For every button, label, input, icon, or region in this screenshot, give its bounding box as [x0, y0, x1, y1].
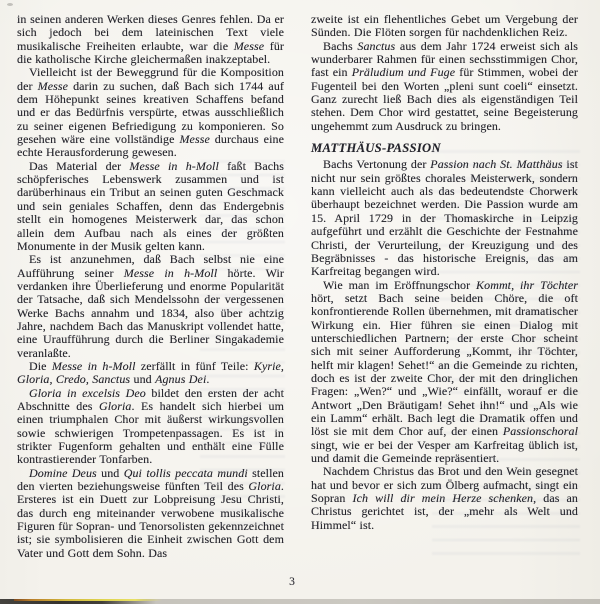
paragraph: Nachdem Christus das Brot und den Wein gesegnet hat und bevor er sich zum Ölberg aufmacht, singt ein Sopran Ich will dir mein Herze schenken, das an Christus gerichtet ist, der „mehr als Welt und Himmel“ ist.: [311, 464, 578, 532]
paragraph: Gloria in excelsis Deo bildet den ersten der acht Abschnitte des Gloria. Es handelt sich hierbei um einen triumphalen Chor mit äußerst wirkungsvollen sowie schwierigen Trompetenpassagen. Es ist in strikter Fugenform gehalten und enthält eine Fülle kontrastierender Tonfarben.: [17, 385, 285, 467]
paragraph: Bachs Sanctus aus dem Jahr 1724 erweist sich als wunderbarer Rahmen für einen sechsstimmigen Chor, fast ein Präludium und Fuge für Stimmen, wobei der Fugenteil bei den Worten „pleni sunt coeli“ einsetzt. Ganz zurecht ließ Bach dies als eigenständigen Teil stehen. Dem Chor wird gestattet, seine Begeisterung ungehemmt zum Ausdruck zu bringen.: [311, 38, 578, 133]
paragraph: Vielleicht ist der Beweggrund für die Komposition der Messe darin zu suchen, daß Bach sich 1744 auf dem Höhepunkt seines kreativen Schaffens befand und er das Bedürfnis verspürte, etwas ausschließlich zu seiner eigenen Befriedigung zu komponieren. So gesehen wäre eine vollständige Messe durchaus eine echte Herausforderung gewesen.: [17, 65, 284, 160]
page-edge-highlight: [14, 599, 162, 601]
scan-artifact-speck: [7, 3, 13, 6]
paragraph: Die Messe in h-Moll zerfällt in fünf Teile: Kyrie, Gloria, Credo, Sanctus und Agnus Dei.: [17, 358, 284, 387]
paragraph: Bachs Vertonung der Passion nach St. Matthäus ist nicht nur sein größtes chorales Meisterwerk, sondern kann vielleicht auch als das bedeutendste Chorwerk überhaupt bezeichnet werden. Die Passion wurde am 15. April 1729 in der Thomaskirche in Leipzig aufgeführt und erzählt die Geschichte der Festnahme Christi, der Verurteilung, der Kreuzigung und des Begräbnisses - das historische Ereignis, das am Karfreitag begangen wird.: [311, 157, 578, 279]
text-column-left: [17, 13, 284, 560]
section-heading: MATTHÄUS-PASSION: [311, 141, 441, 156]
paragraph: Es ist anzunehmen, daß Bach selbst nie eine Aufführung seiner Messe in h-Moll hörte. Wir verdanken ihre Überlieferung und enorme Popularität der Tatsache, daß sich Mendelssohn der vergessenen Werke Bachs annahm und 1834, also über achtzig Jahre, nachdem Bach das Manuskript vollendet hatte, eine Uraufführung durch die Berliner Singakademie veranlaßte.: [17, 252, 285, 360]
text-column-right: [311, 13, 578, 560]
two-column-text: [17, 13, 578, 560]
paragraph: Das Material der Messe in h-Moll faßt Bachs schöpferisches Lebenswerk zusammen und ist darüberhinaus ein Tribut an seinen guten Geschmack und sein geniales Schaffen, denn das Endergebnis stellt ein homogenes Meisterwerk dar, das schon allein dem Aufbau nach als eines der größten Monumente in der Musik gelten kann.: [17, 158, 284, 253]
page-number: 3: [289, 576, 295, 588]
paragraph: zweite ist ein flehentliches Gebet um Vergebung der Sünden. Die Flöten sorgen für nachdenklichen Reiz.: [311, 12, 578, 40]
paragraph: Domine Deus und Qui tollis peccata mundi stellen den vierten beziehungsweise fünften Teil des Gloria. Ersteres ist ein Duett zur Lobpreisung Jesu Christi, das durch eng miteinander verwobene musikalische Figuren für Sopran- und Tenorsolisten gekennzeichnet ist; sie symbolisieren die Einheit zwischen Gott dem Vater und Gott dem Sohn. Das: [17, 465, 284, 560]
paragraph: in seinen anderen Werken dieses Genres fehlen. Da er sich jedoch bei dem lateinischen Text viele musikalische Freiheiten erlaubte, war die Messe für die katholische Kirche gleichermaßen inakzeptabel.: [17, 12, 284, 67]
paragraph: Wie man im Eröffnungschor Kommt, ihr Töchter hört, setzt Bach seine beiden Chöre, die oft konfrontierende Rollen übernehmen, mit dramatischer Wirkung ein. Hier führen sie einen Dialog mit unterschiedlichen Partnern; der erste Chor scheint sich mit seiner Aufforderung „Kommt, ihr Töchter, helft mir klagen! Sehet!“ an die Gemeinde zu richten, doch es ist der zweite Chor, der mit den dringlichen Fragen: „Wen?“ und „Wie?“ einfällt, worauf er die Antwort „Den Bräutigam! Sehet ihn!“ und „Als wie ein Lamm“ erhält. Bach legt die Dramatik offen und löst sie mit dem Chor auf, der einen Passionschoral singt, wie er bei der Vesper am Karfreitag üblich ist, und damit die Gemeinde repräsentiert.: [311, 277, 578, 465]
